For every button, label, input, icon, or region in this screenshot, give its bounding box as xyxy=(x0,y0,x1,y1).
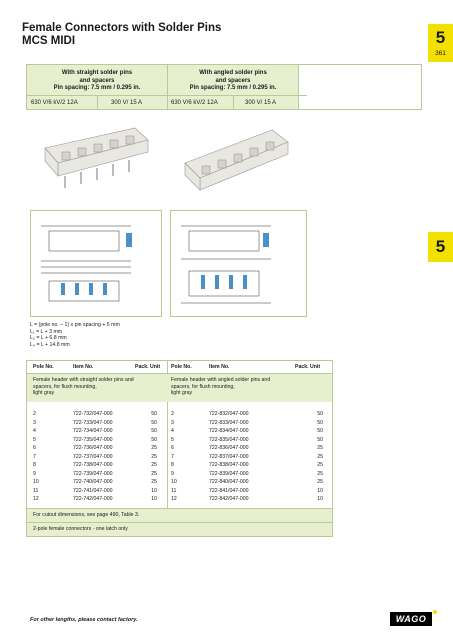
note-line: L = (pole no. – 1) x pin spacing + 5 mm xyxy=(30,322,120,328)
technical-drawing-straight xyxy=(30,210,162,317)
spec-left-line2: and spacers xyxy=(79,77,115,84)
cell-pack-l: 25 xyxy=(151,479,157,485)
spec-right-text xyxy=(168,70,298,93)
table-row xyxy=(27,478,332,487)
rating-separator xyxy=(233,96,234,109)
footer-note: For other lengths, please contact factory. xyxy=(30,617,138,623)
cell-item-l: 722-738/047-000 xyxy=(73,462,113,468)
header-pack: Pack. Unit xyxy=(135,364,161,370)
spec-right-line1: With angled solder pins xyxy=(199,70,267,76)
desc-line: Female header with angled solder pins and xyxy=(171,377,271,383)
cell-pole: 2 xyxy=(33,411,36,417)
cell-item-r: 722-838/047-000 xyxy=(209,462,249,468)
cell-pack-r: 50 xyxy=(317,419,323,426)
cell-pole: 6 xyxy=(33,445,36,451)
cell-pack-r: 25 xyxy=(317,453,323,460)
cell-pack-r: 25 xyxy=(317,445,323,451)
cell-pack-l: 25 xyxy=(151,462,157,468)
cell-item-r: 722-835/047-000 xyxy=(209,436,249,443)
spec-left-line1: With straight solder pins xyxy=(61,70,133,76)
product-image-angled xyxy=(180,118,295,193)
cell-pole: 11 xyxy=(33,487,39,494)
table-header xyxy=(27,361,332,374)
table-row xyxy=(27,436,332,445)
cell-item-l: 722-736/047-000 xyxy=(73,445,113,451)
table-spacer xyxy=(27,402,332,410)
note-line: L₁ = L + 3 mm xyxy=(30,328,63,335)
cell-item-l: 722-737/047-000 xyxy=(73,453,113,460)
cell-item-l: 722-742/047-000 xyxy=(73,496,113,502)
ordering-table xyxy=(26,360,333,537)
cell-item-r: 722-834/047-000 xyxy=(209,428,249,434)
cell-item-r: 722-841/047-000 xyxy=(209,487,249,494)
cell-pole: 10 xyxy=(33,479,39,485)
left-rating-1: 630 V/6 kV/2 12A xyxy=(31,100,78,106)
left-rating-2: 300 V/ 15 A xyxy=(111,100,143,106)
desc-line: Female header with straight solder pins and xyxy=(33,377,134,383)
table-row xyxy=(27,444,332,453)
cell-pack-l: 50 xyxy=(151,436,157,443)
cell-pole: 3 xyxy=(33,419,36,426)
product-description xyxy=(27,374,332,402)
section-tab xyxy=(428,24,453,62)
cell-pole: 4 xyxy=(33,428,36,434)
cell-pole: 4 xyxy=(171,428,174,434)
cell-item-r: 722-836/047-000 xyxy=(209,445,249,451)
section-marker-number: 5 xyxy=(435,237,446,256)
desc-line: light gray xyxy=(33,390,55,396)
cell-pole: 11 xyxy=(171,487,177,494)
cell-pole: 8 xyxy=(33,462,36,468)
table-row xyxy=(27,410,332,419)
rating-separator xyxy=(97,96,98,109)
section-tab-marker xyxy=(428,232,453,262)
page-number: 361 xyxy=(435,50,446,57)
page-title xyxy=(22,22,322,48)
cell-pole: 7 xyxy=(33,453,36,460)
cell-pack-l: 10 xyxy=(151,487,157,494)
cell-pack-l: 25 xyxy=(151,453,157,460)
logo-text: WAGO xyxy=(395,614,427,624)
wago-logo xyxy=(390,612,432,626)
header-item: Item No. xyxy=(209,364,230,370)
spec-header xyxy=(26,64,422,110)
note-line: L₂ = L + 6.8 mm xyxy=(30,335,67,341)
table-row xyxy=(27,453,332,462)
cell-pack-r: 50 xyxy=(317,428,323,434)
table-row xyxy=(27,427,332,436)
cell-pack-r: 50 xyxy=(317,411,323,417)
header-pole: Pole No. xyxy=(171,364,192,370)
technical-drawing-angled xyxy=(170,210,307,317)
desc-line: spacers, for flush mounting, xyxy=(33,383,97,390)
table-row xyxy=(27,461,332,470)
cell-item-l: 722-739/047-000 xyxy=(73,470,113,477)
cell-pole: 3 xyxy=(171,419,174,426)
header-pack: Pack. Unit xyxy=(295,364,321,370)
cell-pack-r: 50 xyxy=(317,436,323,443)
cell-item-r: 722-837/047-000 xyxy=(209,453,249,460)
cell-item-l: 722-732/047-000 xyxy=(73,411,113,417)
cell-pack-l: 25 xyxy=(151,445,157,451)
cell-pack-r: 10 xyxy=(317,496,323,502)
cell-item-l: 722-733/047-000 xyxy=(73,419,113,426)
header-item: Item No. xyxy=(73,364,94,370)
cell-pack-l: 50 xyxy=(151,411,157,417)
table-row xyxy=(27,495,332,504)
cell-pole: 7 xyxy=(171,453,174,460)
note-line: L₃ = L + 14.8 mm xyxy=(30,341,70,348)
cell-pole: 10 xyxy=(171,479,177,485)
right-rating-1: 630 V/6 kV/2 12A xyxy=(171,100,218,106)
product-image-straight xyxy=(40,118,155,193)
cell-pack-r: 10 xyxy=(317,487,323,494)
cell-pack-l: 50 xyxy=(151,419,157,426)
cell-item-r: 722-842/047-000 xyxy=(209,496,249,502)
table-row xyxy=(27,487,332,496)
cell-pole: 12 xyxy=(33,496,39,502)
desc-line: spacers, for flush mounting, xyxy=(171,383,235,390)
cell-pack-r: 25 xyxy=(317,479,323,485)
cell-pole: 9 xyxy=(171,470,174,477)
cell-pack-r: 25 xyxy=(317,462,323,468)
table-row xyxy=(27,419,332,428)
cell-pack-l: 25 xyxy=(151,470,157,477)
spec-right-line3: Pin spacing: 7.5 mm / 0.295 in. xyxy=(189,85,277,91)
right-rating-2: 300 V/ 15 A xyxy=(245,100,277,106)
table-row xyxy=(27,470,332,479)
spec-left-text xyxy=(27,70,167,93)
spec-divider xyxy=(27,95,307,96)
cell-pole: 8 xyxy=(171,462,174,468)
cell-pole: 5 xyxy=(33,436,36,443)
cell-pack-r: 25 xyxy=(317,470,323,477)
spec-right-line2: and spacers xyxy=(215,77,251,84)
description-left xyxy=(33,377,134,397)
cell-pole: 9 xyxy=(33,470,36,477)
cell-pack-l: 10 xyxy=(151,496,157,502)
cell-item-l: 722-741/047-000 xyxy=(73,487,113,494)
cell-item-r: 722-840/047-000 xyxy=(209,479,249,485)
title-line-2: MCS MIDI xyxy=(22,35,76,47)
logo-dot-icon xyxy=(433,610,437,614)
spec-left-line3: Pin spacing: 7.5 mm / 0.295 in. xyxy=(53,85,141,91)
title-line-1: Female Connectors with Solder Pins xyxy=(22,22,222,34)
section-number: 5 xyxy=(435,28,446,47)
cell-item-l: 722-734/047-000 xyxy=(73,428,113,434)
cell-pole: 6 xyxy=(171,445,174,451)
cell-pole: 5 xyxy=(171,436,174,443)
footnote-text: For cutout dimensions, see page 490, Table 3. xyxy=(33,511,140,518)
description-right xyxy=(171,377,270,397)
cell-item-l: 722-740/047-000 xyxy=(73,479,113,485)
header-pole: Pole No. xyxy=(33,364,54,370)
table-footnote xyxy=(27,508,332,522)
footnote-text: 2-pole female connectors - one latch only xyxy=(33,525,128,532)
cell-item-r: 722-833/047-000 xyxy=(209,419,249,426)
cell-item-r: 722-839/047-000 xyxy=(209,470,249,477)
dimension-notes xyxy=(30,322,120,348)
desc-line: light gray xyxy=(171,390,193,396)
table-footnote xyxy=(27,522,332,536)
cell-pole: 2 xyxy=(171,411,174,417)
cell-item-r: 722-832/047-000 xyxy=(209,411,249,417)
cell-pack-l: 50 xyxy=(151,428,157,434)
cell-pole: 12 xyxy=(171,496,177,502)
cell-item-l: 722-735/047-000 xyxy=(73,436,113,443)
table-rows xyxy=(27,410,332,504)
